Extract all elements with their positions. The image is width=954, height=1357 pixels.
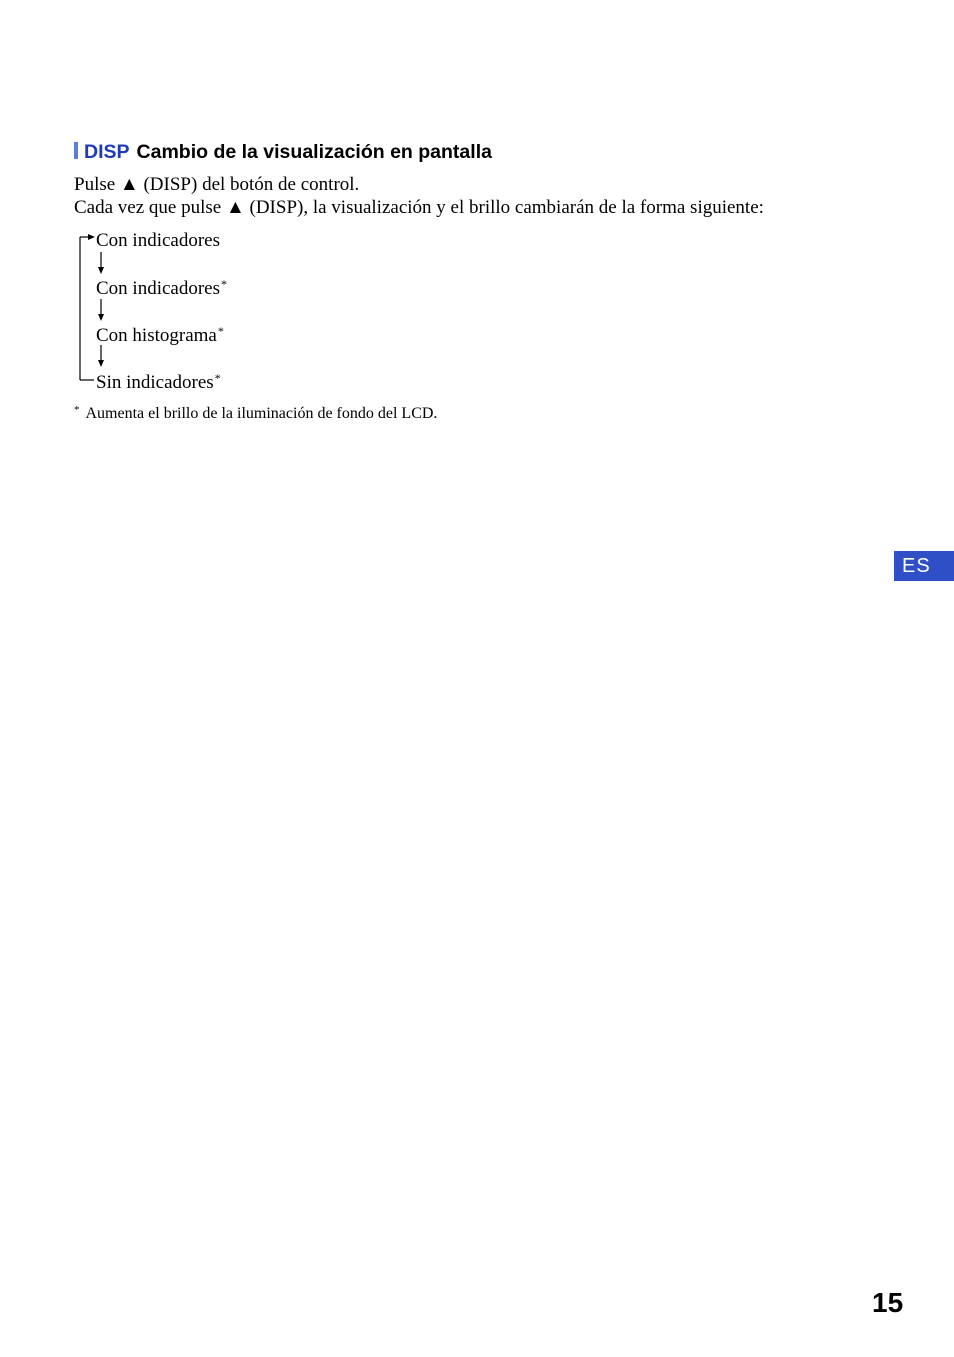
footnote-marker: * — [74, 404, 80, 416]
footnote — [74, 400, 437, 424]
instruction-line-2: Cada vez que pulse ▲ (DISP), la visualización y el brillo cambiarán de la forma siguiente: — [74, 197, 764, 218]
heading-tag-disp: DISP — [84, 141, 130, 163]
heading-title: Cambio de la visualización en pantalla — [136, 141, 492, 163]
loop-arrowhead-icon — [88, 234, 95, 240]
cycle-item-3 — [96, 320, 224, 347]
cycle-item-label: Con indicadores — [96, 278, 221, 299]
heading-bar-marker — [74, 142, 78, 159]
cycle-item-1 — [96, 225, 221, 252]
cycle-item-note: * — [217, 324, 224, 338]
section-heading — [74, 140, 492, 164]
cycle-item-note: * — [221, 277, 228, 291]
cycle-item-note: * — [214, 371, 221, 385]
cycle-item-label: Con indicadores — [96, 230, 221, 251]
cycle-item-2 — [96, 273, 227, 300]
cycle-item-label: Sin indicadores — [96, 372, 214, 393]
cycle-item-4 — [96, 367, 221, 394]
instruction-line-1: Pulse ▲ (DISP) del botón de control. — [74, 174, 360, 195]
cycle-item-label: Con histograma — [96, 325, 217, 346]
footnote-text: Aumenta el brillo de la iluminación de fondo del LCD. — [85, 405, 438, 422]
down-arrowhead-3-icon — [98, 360, 104, 367]
page-number: 15 — [872, 1287, 904, 1318]
language-tab: ES — [894, 551, 954, 581]
